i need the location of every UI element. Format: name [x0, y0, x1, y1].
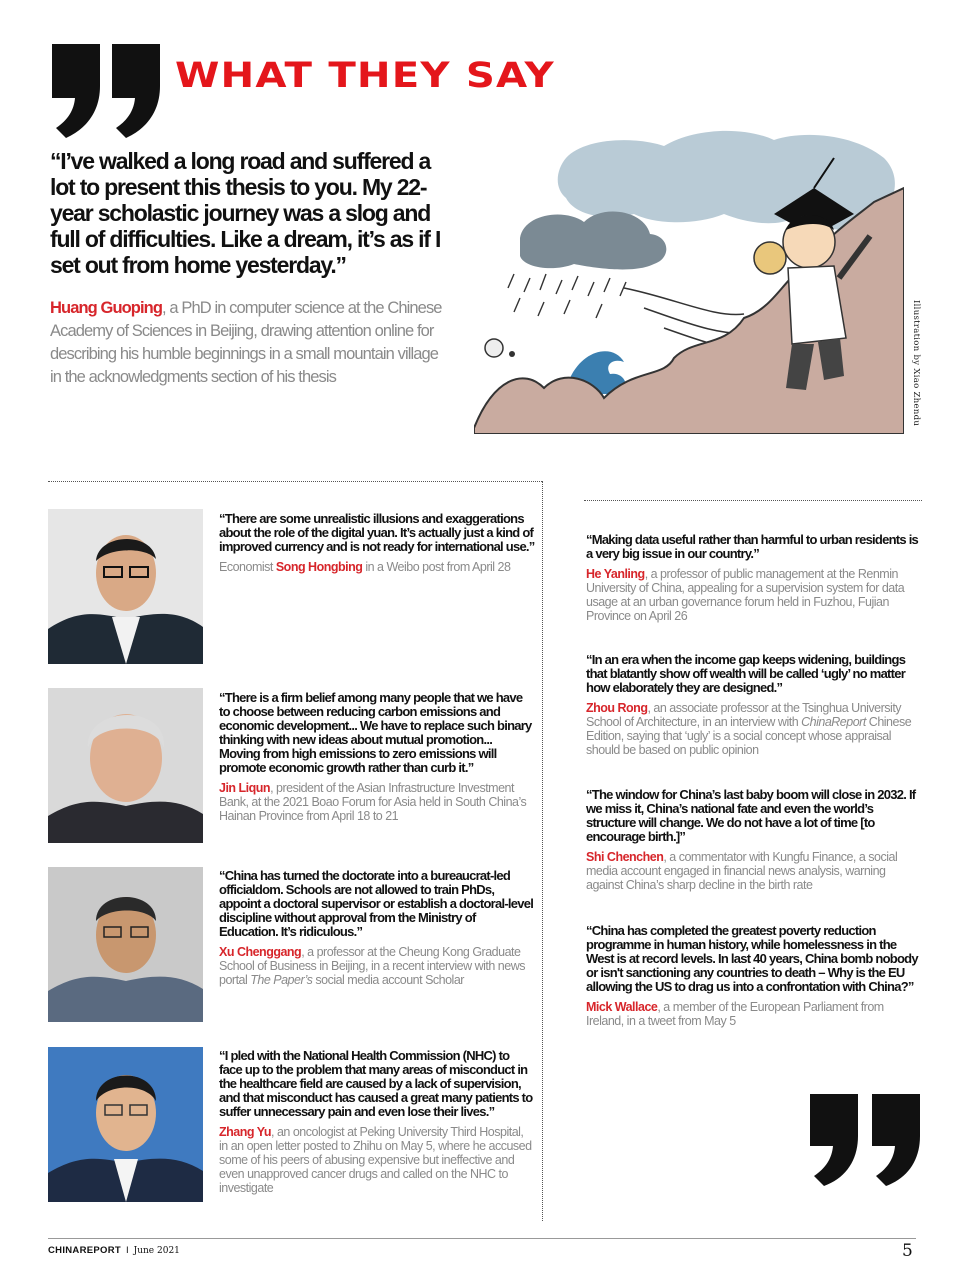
quote-attribution: Economist Song Hongbing in a Weibo post from April 28: [219, 560, 511, 574]
close-quote-icon: [806, 1092, 926, 1188]
quote-text: “China has turned the doctorate into a bureaucrat-led officialdom. Schools are not allowed to train PhDs, appoint a doctoral supervisor or establish a doctoral-level discipline without approval from the Ministry of Education. It’s ridiculous.”: [219, 868, 534, 939]
speaker-name: Huang Guoping: [50, 299, 163, 317]
quote-block: [219, 1049, 535, 1195]
page-number: 5: [902, 1241, 913, 1261]
quote-text: “There are some unrealistic illusions and exaggerations about the role of the digital yuan. It’s actually just a kind of improved currency and is not ready for international use.”: [219, 511, 535, 554]
footer-rule: [48, 1238, 916, 1239]
quote-text: “Making data useful rather than harmful to urban residents is a very big issue in our country.”: [586, 532, 919, 561]
speaker-name: Mick Wallace: [586, 1000, 658, 1014]
speaker-name: Shi Chenchen: [586, 850, 664, 864]
open-quote-icon: [48, 40, 166, 140]
attribution-text: , a PhD in computer science at the Chinese Academy of Sciences in Beijing, drawing attention online for describing his humble beginnings in a small mountain village in the acknowledgments section of his thesis: [50, 299, 442, 386]
quote-attribution: Zhang Yu, an oncologist at Peking University Third Hospital, in an open letter posted to Zhihu on May 5, where he accused some of his peers of abusing expensive but ineffective and even unapproved cancer drugs and called on the NHC to investigate: [219, 1125, 532, 1195]
quote-text: “There is a firm belief among many people that we have to choose between reducing carbon emissions and economic development... We have to replace such binary thinking with new ideas about mutual promotion... Moving from high emissions to zero emissions will promote economic growth rather than curb it.”: [219, 690, 532, 775]
quote-block: [586, 788, 924, 892]
main-attribution: [50, 297, 450, 389]
column-divider: [542, 481, 543, 1221]
quote-block: [219, 869, 535, 987]
quote-attribution: Shi Chenchen, a commentator with Kungfu Finance, a social media account engaged in financial news analysis, warning against China’s sharp decline in the birth rate: [586, 850, 898, 892]
footer-publication: CHINAREPORT I June 2021: [48, 1245, 180, 1256]
portrait-xu-chenggang: [48, 867, 203, 1022]
portrait-jin-liqun: [48, 688, 203, 843]
portrait-zhang-yu: [48, 1047, 203, 1202]
illustration-credit: Illustration by Xiao Zhendu: [911, 300, 921, 427]
quote-text: “China has completed the greatest poverty reduction programme in human history, while homelessness in the West is at record levels. In last 40 years, China bomb nobody or isn't sanctioning any countries to death – Why is the EU allowing the US to drag us into a confrontation with China?”: [586, 923, 918, 994]
quote-block: [586, 653, 924, 757]
quote-block: [586, 533, 924, 623]
divider: [48, 481, 542, 482]
speaker-name: He Yanling: [586, 567, 645, 581]
speaker-name: Jin Liqun: [219, 781, 271, 795]
portrait-song-hongbing: [48, 509, 203, 664]
quote-text: “In an era when the income gap keeps widening, buildings that blatantly show off wealth will be called ‘ugly’ no matter how elaborately they are designed.”: [586, 652, 906, 695]
page-title: WHAT THEY SAY: [175, 56, 555, 96]
speaker-name: Zhou Rong: [586, 701, 648, 715]
main-quote: “I’ve walked a long road and suffered a lot to present this thesis to you. My 22-year scholastic journey was a slog and full of difficulties. Like a dream, it’s as if I set out from home yesterday.”: [50, 148, 441, 278]
quote-attribution: He Yanling, a professor of public management at the Renmin University of China, appealing for a supervision system for data usage at an urban governance forum held in Fuzhou, Fujian Province on April 26: [586, 567, 905, 623]
quote-block: [586, 924, 924, 1028]
graduate-climbing-illustration: [474, 118, 904, 434]
speaker-name: Xu Chenggang: [219, 945, 302, 959]
quote-text: “I pled with the National Health Commission (NHC) to face up to the problem that many areas of misconduct in the healthcare field are caused by a lack of supervision, and that misconduct has caused a great many patients to suffer unnecessary pain and even lose their lives.”: [219, 1048, 533, 1119]
quote-attribution: Zhou Rong, an associate professor at the Tsinghua University School of Architecture, in an interview with ChinaReport Chinese Edition, saying that ‘ugly’ is a social concept whose appraisal should be based on public opinion: [586, 701, 912, 757]
quote-block: [219, 691, 535, 823]
quote-attribution: Xu Chenggang, a professor at the Cheung Kong Graduate School of Business in Beijing, in a recent interview with news portal The Paper’s social media account Scholar: [219, 945, 525, 987]
speaker-name: Song Hongbing: [275, 560, 363, 574]
speaker-name: Zhang Yu: [219, 1125, 272, 1139]
divider: [584, 500, 922, 501]
quote-attribution: Mick Wallace, a member of the European Parliament from Ireland, in a tweet from May 5: [586, 1000, 884, 1028]
quote-attribution: Jin Liqun, president of the Asian Infrastructure Investment Bank, at the 2021 Boao Forum for Asia held in South China’s Hainan Province from April 18 to 21: [219, 781, 527, 823]
quote-text: “The window for China’s last baby boom will close in 2032. If we miss it, China’s national fate and even the world’s structure will change. We do not have a lot of time [to encourage birth.]”: [586, 787, 916, 844]
quote-block: [219, 512, 535, 574]
